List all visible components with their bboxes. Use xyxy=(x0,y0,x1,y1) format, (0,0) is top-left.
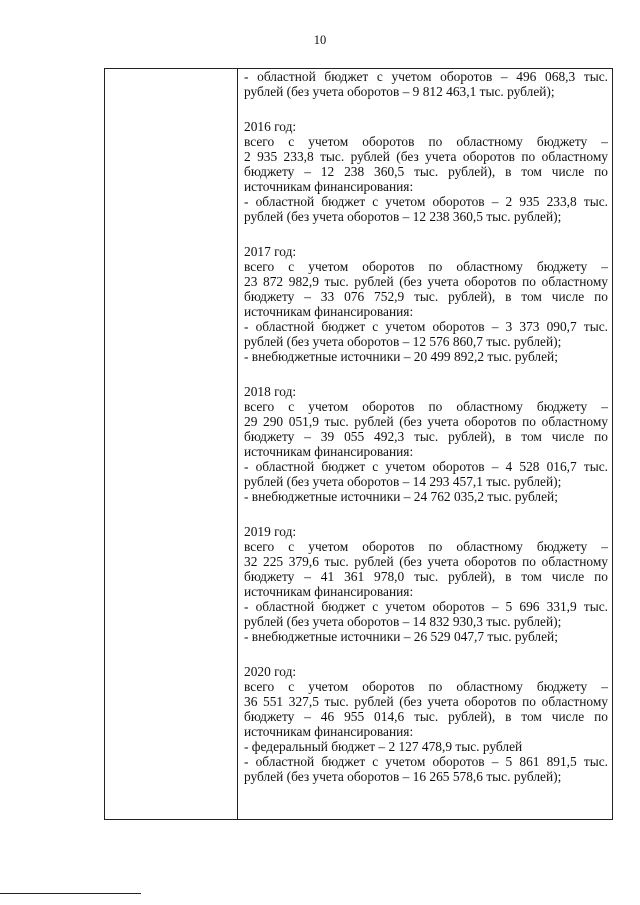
funding-text-line: 2 935 233,8 тыс. рублей (без учета оборотов по областному xyxy=(244,149,608,164)
funding-text-line: бюджету – 33 076 752,9 тыс. рублей), в том числе по xyxy=(244,289,608,304)
block-spacer xyxy=(244,504,608,524)
funding-text-line: - областной бюджет с учетом оборотов – 5 861 891,5 тыс. xyxy=(244,754,608,769)
funding-text-line: бюджету – 41 361 978,0 тыс. рублей), в том числе по xyxy=(244,569,608,584)
funding-text-line: всего с учетом оборотов по областному бюджету – xyxy=(244,539,608,554)
funding-text-line: источникам финансирования: xyxy=(244,584,414,599)
funding-text-line: источникам финансирования: xyxy=(244,724,414,739)
funding-text-line: 29 290 051,9 тыс. рублей (без учета оборотов по областному xyxy=(244,414,608,429)
year-heading: 2020 год: xyxy=(244,664,297,679)
funding-text-line: всего с учетом оборотов по областному бюджету – xyxy=(244,399,608,414)
funding-year-block xyxy=(244,69,608,99)
funding-text-line: - внебюджетные источники – 26 529 047,7 тыс. рублей; xyxy=(244,629,558,644)
year-heading: 2017 год: xyxy=(244,244,297,259)
funding-text-line: источникам финансирования: xyxy=(244,304,414,319)
funding-table xyxy=(104,68,613,820)
block-spacer xyxy=(244,99,608,119)
funding-text-line: 32 225 379,6 тыс. рублей (без учета оборотов по областному xyxy=(244,554,608,569)
funding-year-block xyxy=(244,504,608,644)
funding-text-line: рублей (без учета оборотов – 16 265 578,6 тыс. рублей); xyxy=(244,769,562,784)
funding-text-line: рублей (без учета оборотов – 14 832 930,3 тыс. рублей); xyxy=(244,614,562,629)
block-spacer xyxy=(244,364,608,384)
funding-text-line: рублей (без учета оборотов – 9 812 463,1 тыс. рублей); xyxy=(244,84,555,99)
table-left-cell xyxy=(105,69,238,819)
funding-text-line: бюджету – 12 238 360,5 тыс. рублей), в том числе по xyxy=(244,164,608,179)
funding-year-block xyxy=(244,99,608,224)
funding-text-line: - областной бюджет с учетом оборотов – 2 935 233,8 тыс. xyxy=(244,194,608,209)
funding-year-block xyxy=(244,224,608,364)
funding-text-line: - областной бюджет с учетом оборотов – 3 373 090,7 тыс. xyxy=(244,319,608,334)
block-spacer xyxy=(244,224,608,244)
table-right-cell xyxy=(238,69,612,819)
funding-text-line: - федеральный бюджет – 2 127 478,9 тыс. рублей xyxy=(244,739,523,754)
funding-text-line: всего с учетом оборотов по областному бюджету – xyxy=(244,259,608,274)
funding-text-line: - внебюджетные источники – 20 499 892,2 тыс. рублей; xyxy=(244,349,558,364)
funding-text-line: - внебюджетные источники – 24 762 035,2 тыс. рублей; xyxy=(244,489,558,504)
year-heading: 2018 год: xyxy=(244,384,297,399)
funding-text-line: источникам финансирования: xyxy=(244,444,414,459)
funding-year-block xyxy=(244,364,608,504)
funding-text-line: - областной бюджет с учетом оборотов – 496 068,3 тыс. xyxy=(244,69,608,84)
funding-year-block xyxy=(244,644,608,784)
funding-text-line: бюджету – 39 055 492,3 тыс. рублей), в том числе по xyxy=(244,429,608,444)
funding-text-line: - областной бюджет с учетом оборотов – 5 696 331,9 тыс. xyxy=(244,599,608,614)
funding-text-line: рублей (без учета оборотов – 14 293 457,1 тыс. рублей); xyxy=(244,474,562,489)
funding-text-line: всего с учетом оборотов по областному бюджету – xyxy=(244,679,608,694)
funding-text-line: 23 872 982,9 тыс. рублей (без учета оборотов по областному xyxy=(244,274,608,289)
funding-text-line: рублей (без учета оборотов – 12 576 860,7 тыс. рублей); xyxy=(244,334,562,349)
footnote-rule xyxy=(0,893,141,894)
year-heading: 2016 год: xyxy=(244,119,297,134)
funding-text-line: всего с учетом оборотов по областному бюджету – xyxy=(244,134,608,149)
funding-text-line: - областной бюджет с учетом оборотов – 4 528 016,7 тыс. xyxy=(244,459,608,474)
year-heading: 2019 год: xyxy=(244,524,297,539)
funding-text-line: рублей (без учета оборотов – 12 238 360,5 тыс. рублей); xyxy=(244,209,562,224)
block-spacer xyxy=(244,644,608,664)
funding-text-line: источникам финансирования: xyxy=(244,179,414,194)
funding-text-line: 36 551 327,5 тыс. рублей (без учета оборотов по областному xyxy=(244,694,608,709)
page-number: 10 xyxy=(313,33,327,47)
funding-text-line: бюджету – 46 955 014,6 тыс. рублей), в том числе по xyxy=(244,709,608,724)
